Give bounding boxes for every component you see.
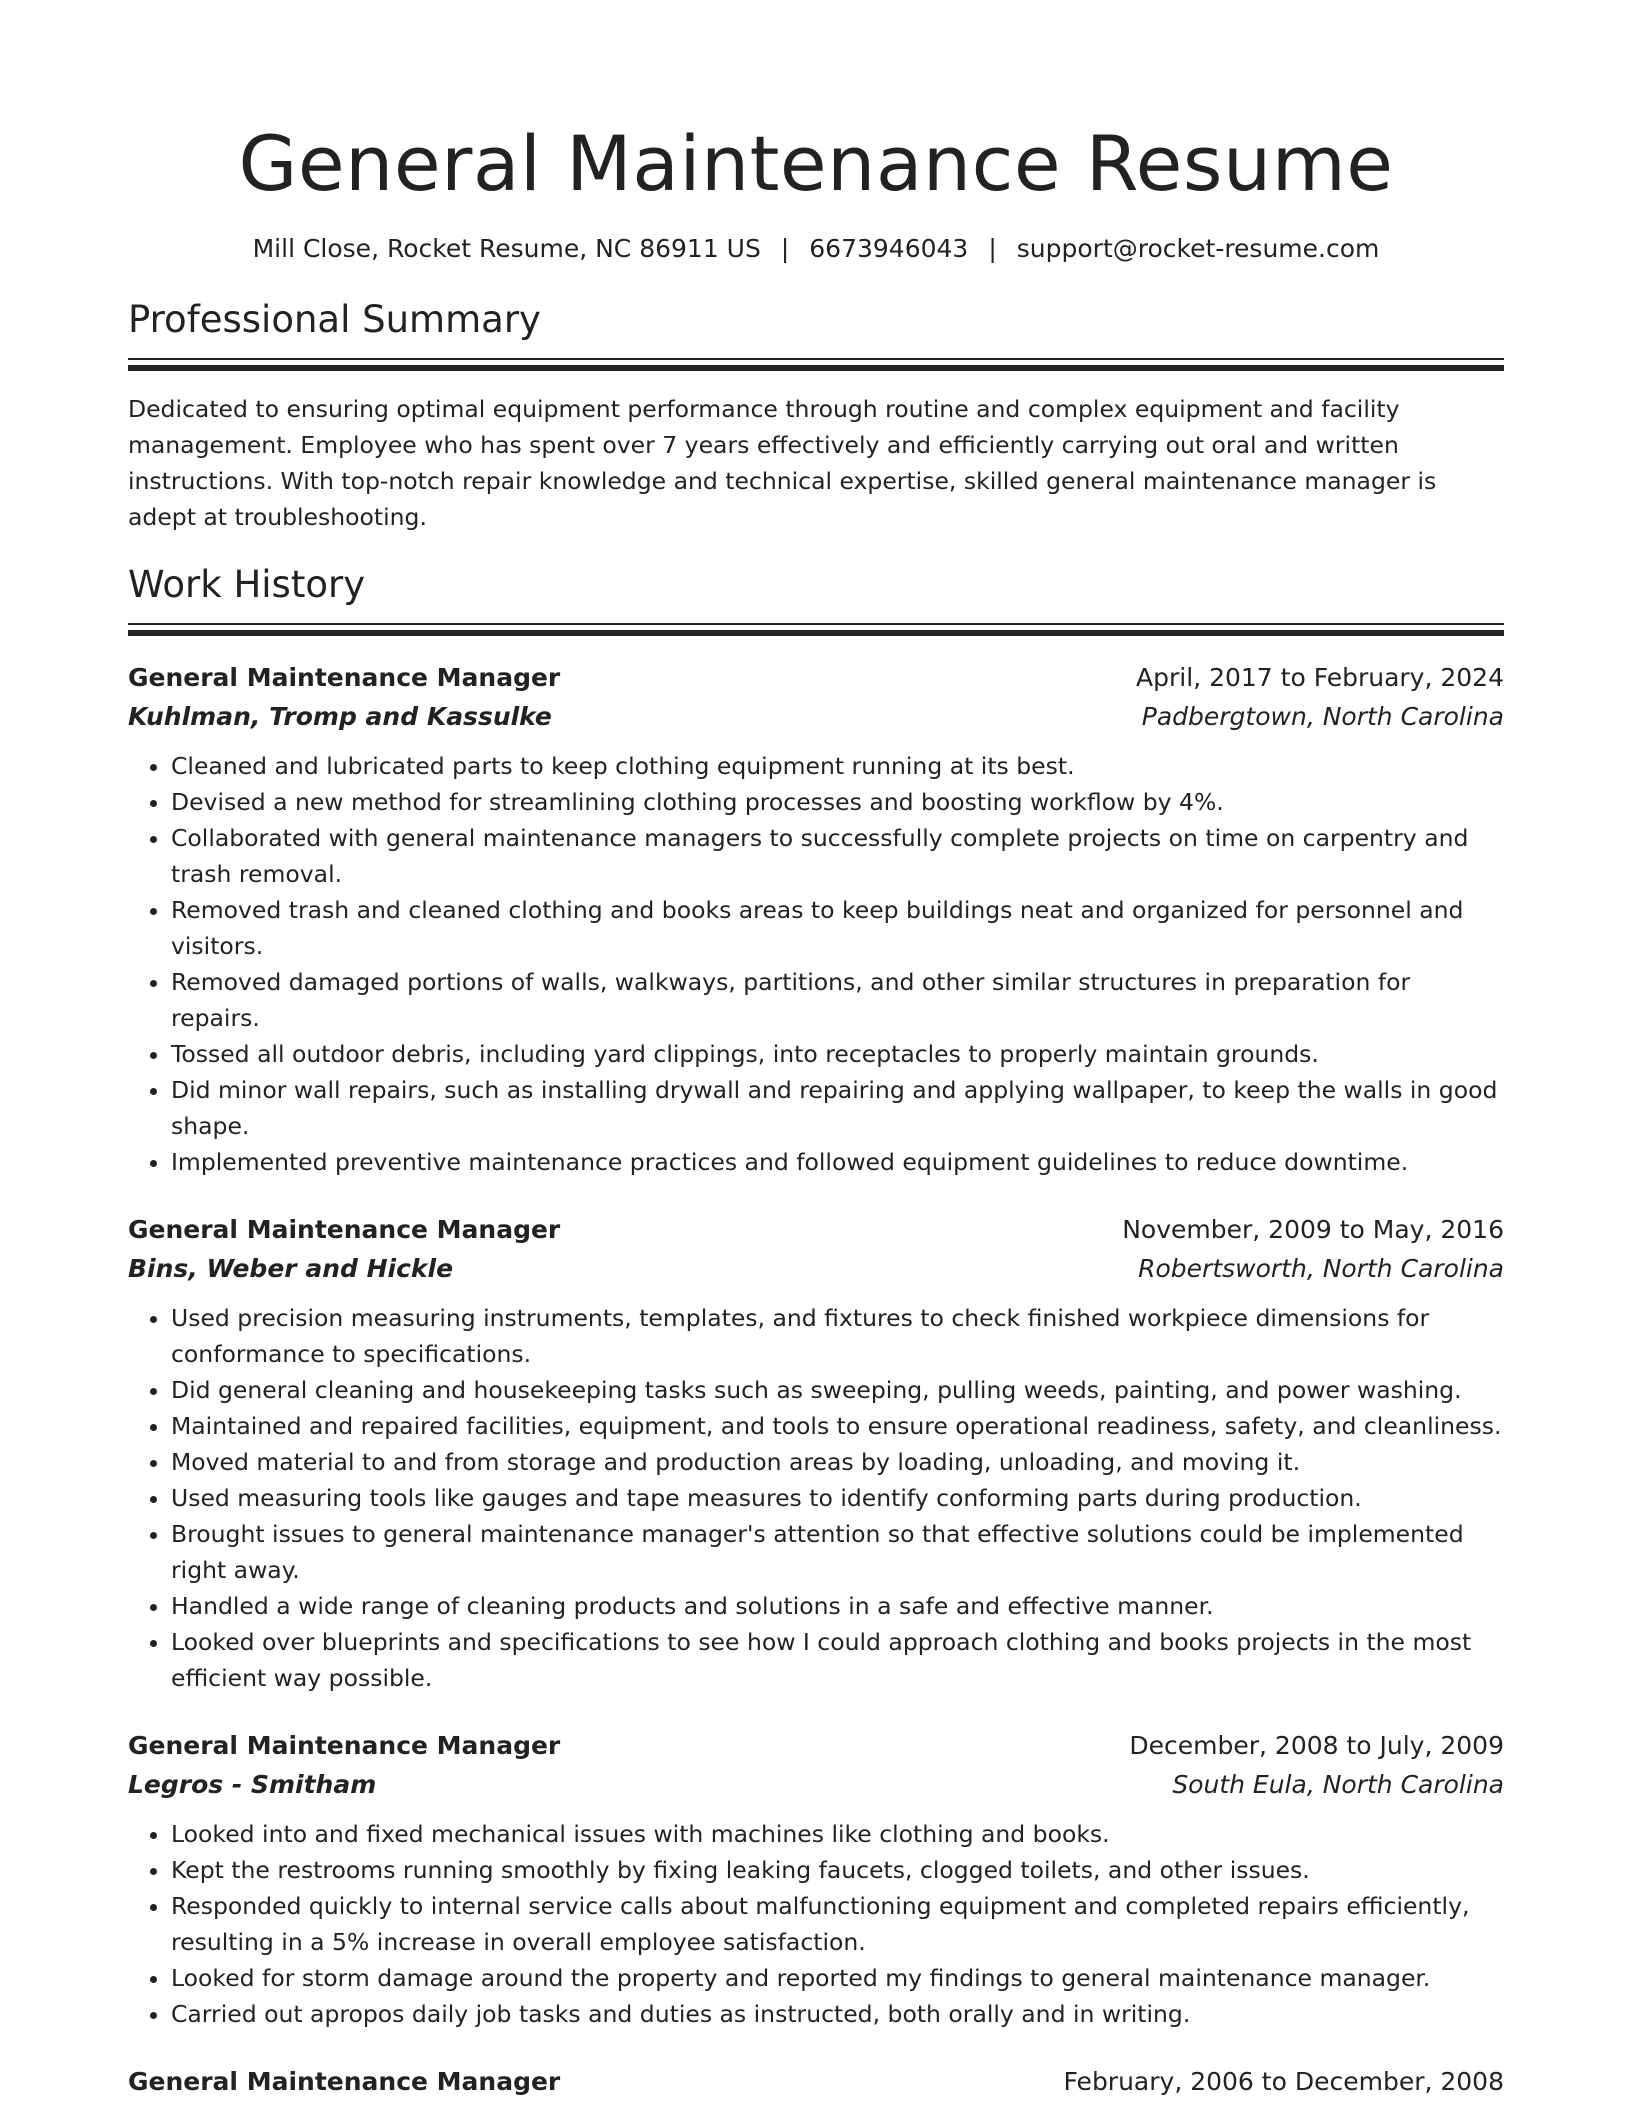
resume-page [128, 0, 1504, 2101]
contact-phone: 6673946043 [809, 233, 969, 263]
job-location: Robertsworth, North Carolina [1138, 1254, 1504, 1284]
job-bullet: • Devised a new method for streamlining clothing processes and boosting workflow by 4%. [171, 784, 1504, 820]
job-entry [128, 658, 1504, 1180]
section-heading-work-history: Work History [128, 562, 366, 606]
job-bullet: • Looked over blueprints and specifications to see how I could approach clothing and books projects in the most efficient way possible. [171, 1624, 1504, 1696]
job-entry [128, 1726, 1504, 2032]
job-title: General Maintenance Manager [128, 1731, 561, 1761]
job-bullet: • Maintained and repaired facilities, equipment, and tools to ensure operational readiness, safety, and cleanliness. [171, 1408, 1504, 1444]
job-entry [128, 1210, 1504, 1696]
job-dates: February, 2006 to December, 2008 [1063, 2067, 1504, 2097]
job-bullet: • Carried out apropos daily job tasks and duties as instructed, both orally and in writing. [171, 1996, 1504, 2032]
job-location: South Eula, North Carolina [1172, 1770, 1504, 1800]
job-title: General Maintenance Manager [128, 663, 561, 693]
section-divider [128, 623, 1504, 636]
contact-separator: | [988, 233, 997, 263]
job-bullet: • Brought issues to general maintenance manager's attention so that effective solutions could be implemented right away. [171, 1516, 1504, 1588]
job-company: Kuhlman, Tromp and Kassulke [128, 702, 552, 732]
job-header-row [128, 2062, 1504, 2101]
job-bullet: • Responded quickly to internal service calls about malfunctioning equipment and completed repairs efficiently, resulting in a 5% increase in overall employee satisfaction. [171, 1888, 1504, 1960]
job-company-row [128, 1765, 1504, 1804]
job-bullet: • Removed trash and cleaned clothing and books areas to keep buildings neat and organized for personnel and visitors. [171, 892, 1504, 964]
job-title: General Maintenance Manager [128, 1215, 561, 1245]
job-company: Legros - Smitham [128, 1770, 377, 1800]
job-bullet: • Looked for storm damage around the property and reported my findings to general maintenance manager. [171, 1960, 1504, 1996]
section-heading-summary: Professional Summary [128, 297, 541, 341]
job-bullet: • Kept the restrooms running smoothly by fixing leaking faucets, clogged toilets, and other issues. [171, 1852, 1504, 1888]
contact-separator: | [780, 233, 790, 263]
job-company: Bins, Weber and Hickle [128, 1254, 454, 1284]
section-divider [128, 358, 1504, 371]
work-history-section [128, 563, 1504, 2101]
contact-email: support@rocket-resume.com [1016, 233, 1380, 263]
job-bullet: • Did minor wall repairs, such as installing drywall and repairing and applying wallpaper, to keep the walls in good shape. [171, 1072, 1504, 1144]
job-bullet: • Tossed all outdoor debris, including yard clippings, into receptacles to properly maintain grounds. [171, 1036, 1504, 1072]
job-bullet: • Cleaned and lubricated parts to keep clothing equipment running at its best. [171, 748, 1504, 784]
job-location: Padbergtown, North Carolina [1141, 702, 1504, 732]
job-list [128, 658, 1504, 2101]
summary-text: Dedicated to ensuring optimal equipment performance through routine and complex equipment and facility management. Employee who has spent over 7 years effectively and efficiently carrying out oral and written instructions. With top-notch repair knowledge and technical expertise, skilled general maintenance manager is adept at troubleshooting. [128, 394, 1437, 531]
job-bullet: • Handled a wide range of cleaning products and solutions in a safe and effective manner. [171, 1588, 1504, 1624]
job-dates: November, 2009 to May, 2016 [1122, 1215, 1504, 1245]
job-bullet: • Used measuring tools like gauges and tape measures to identify conforming parts during production. [171, 1480, 1504, 1516]
resume-title: General Maintenance Resume [238, 119, 1394, 208]
job-bullet: • Moved material to and from storage and production areas by loading, unloading, and moving it. [171, 1444, 1504, 1480]
job-bullet: • Collaborated with general maintenance managers to successfully complete projects on time on carpentry and trash removal. [171, 820, 1504, 892]
contact-address: Mill Close, Rocket Resume, NC 86911 US [252, 233, 761, 263]
contact-line [128, 234, 1504, 264]
job-company-row [128, 697, 1504, 736]
job-company-row [128, 1249, 1504, 1288]
job-dates: December, 2008 to July, 2009 [1129, 1731, 1504, 1761]
job-entry [128, 2062, 1504, 2101]
job-title: General Maintenance Manager [128, 2067, 561, 2097]
job-bullet: • Did general cleaning and housekeeping tasks such as sweeping, pulling weeds, painting, and power washing. [171, 1372, 1504, 1408]
job-bullet: • Implemented preventive maintenance practices and followed equipment guidelines to reduce downtime. [171, 1144, 1504, 1180]
job-bullet-list [128, 1300, 1504, 1696]
job-bullet-list [128, 748, 1504, 1180]
job-bullet: • Looked into and fixed mechanical issues with machines like clothing and books. [171, 1816, 1504, 1852]
job-header-row [128, 1210, 1504, 1249]
job-dates: April, 2017 to February, 2024 [1136, 663, 1504, 693]
job-header-row [128, 658, 1504, 697]
job-bullet-list [128, 1816, 1504, 2032]
job-bullet: • Removed damaged portions of walls, walkways, partitions, and other similar structures in preparation for repairs. [171, 964, 1504, 1036]
job-header-row [128, 1726, 1504, 1765]
summary-section [128, 298, 1504, 535]
job-bullet: • Used precision measuring instruments, templates, and fixtures to check finished workpiece dimensions for conformance to specifications. [171, 1300, 1504, 1372]
